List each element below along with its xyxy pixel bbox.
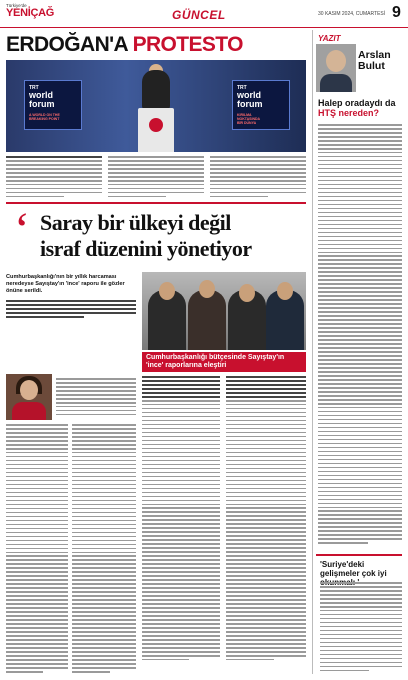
portrait-head [20,380,38,400]
lead-body-col2 [108,156,204,200]
speaker-body [142,70,170,110]
author-first-name: Arslan [358,49,391,61]
lead-photo [6,60,306,152]
second-body-intro-lines [6,300,136,320]
quote-mark-icon: ‘ [14,203,30,256]
page-number: 9 [392,4,401,21]
author-name [358,50,391,72]
woman-portrait [6,374,52,420]
portrait-torso [12,402,46,420]
screen-title: world forum [237,90,263,109]
forum-screen-left [24,80,82,130]
presidential-seal-icon [149,118,163,132]
lead-headline-black: ERDOĞAN'A [6,33,133,56]
officials-photo [142,272,306,350]
author-photo [316,44,356,92]
author-last-name: Bulut [358,60,385,72]
column-divider [312,30,313,674]
second-body-col3 [142,376,220,663]
screen-logo: TRT [29,85,39,91]
bottom-box-body [320,582,402,674]
officials-photo-caption: Cumhurbaşkanlığı bütçesinde Sayıştay'ın 'ince' raporlarına eleştiri [142,352,306,372]
screen-caption: KIRILMA NOKTASINDA BİR DÜNYA [237,113,261,125]
issue-date: 30 KASIM 2024, CUMARTESİ [318,11,386,17]
person-figure [188,290,226,350]
bottom-box-title: 'Suriye'deki gelişmeler çok iyi [320,560,387,578]
second-headline-line2: israf düzenini yönetiyor [40,236,252,261]
second-body-col2 [72,424,136,675]
person-head [239,284,255,302]
forum-screen-right [232,80,290,130]
screen-title: world forum [29,90,55,109]
screen-logo: TRT [237,85,247,91]
second-body-col1 [6,424,68,675]
newspaper-logo [6,3,54,19]
lead-headline-red: PROTESTO [132,33,243,56]
column-label: YAZIT [318,34,341,43]
brand-tagline: Türkiye'de [6,3,27,8]
second-headline-line1: Saray bir ülkeyi değil [40,210,231,235]
masthead [0,0,408,28]
column-title-red: HTŞ nereden? [318,108,380,118]
column-title [318,98,402,118]
second-body-col4 [226,376,306,663]
column-body [318,124,402,546]
second-story-intro: Cumhurbaşkanlığı'nın bir yıllık harcaması neredeyse Sayıştay'ın 'ince' raporu ile gözler önüne serildi. [6,274,125,294]
column-title-black: Halep oradaydı da [318,98,396,108]
brand-name: YENİÇAĞ [6,7,55,19]
screen-caption: A WORLD ON THE BREAKING POINT [29,113,60,121]
person-head [277,282,293,300]
person-head [159,282,175,300]
section-title: GÜNCEL [172,8,226,22]
person-head [199,280,215,298]
second-body-col1-top [56,378,136,418]
lead-body-col1 [6,156,102,200]
author-head [326,50,346,72]
author-suit [320,74,352,92]
lead-body-col3 [210,156,306,200]
